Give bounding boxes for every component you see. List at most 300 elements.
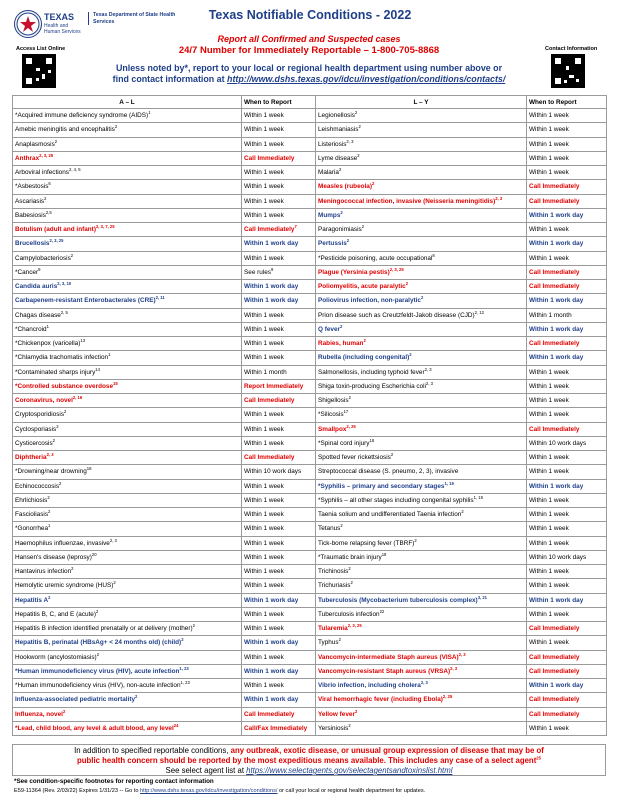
table-row (13, 180, 607, 194)
when-left-text: Within 1 week (244, 482, 284, 490)
when-left-text: Within 1 week (244, 254, 284, 262)
when-left (242, 351, 316, 365)
condition-right-text: Yersiniosis (318, 724, 349, 732)
footnote-ref: 2 (420, 295, 424, 301)
condition-right (316, 436, 527, 450)
footnote-ref: 2, 3, 25 (49, 238, 64, 244)
when-right (527, 109, 607, 123)
condition-right (316, 465, 527, 479)
table-row (13, 650, 607, 664)
condition-right (316, 522, 527, 536)
col-a-l: A – L (13, 96, 242, 109)
condition-left-text: Amebic meningitis and encephalitis (15, 126, 115, 134)
footnote-ref: 2 (338, 637, 341, 643)
when-right (527, 180, 607, 194)
when-left (242, 721, 316, 735)
footnote-ref: 2 (340, 209, 343, 215)
condition-right (316, 408, 527, 422)
footnote-ref: 2, 3 (424, 366, 432, 372)
notice-line-1b: any outbreak, exotic disease, or unusual group expression of disease that may be of (230, 746, 544, 755)
when-left (242, 650, 316, 664)
when-left (242, 408, 316, 422)
when-right-text: Within 1 week (529, 525, 569, 533)
when-right (527, 679, 607, 693)
conditions-table-body (13, 109, 607, 736)
condition-right (316, 251, 527, 265)
hotline-line: 24/7 Number for Immediately Reportable – 1-800-705-8868 (178, 45, 440, 56)
when-left (242, 707, 316, 721)
contact-qr-icon[interactable] (551, 54, 585, 88)
when-right-text: Within 1 week (529, 169, 569, 177)
when-left (242, 151, 316, 165)
when-left-text: Report Immediately (244, 382, 304, 390)
condition-left (13, 265, 242, 279)
condition-right (316, 707, 527, 721)
condition-left-text: Cyclosporiasis (15, 425, 57, 433)
when-left-text: Within 1 week (244, 126, 284, 134)
when-right (527, 251, 607, 265)
table-header-row (13, 96, 607, 109)
select-agents-link[interactable]: https://www.selectagents.gov/selectagentsandtoxinslist.html (246, 766, 453, 775)
condition-left (13, 479, 242, 493)
condition-left (13, 237, 242, 251)
condition-left-text: Hantavirus infection (15, 568, 72, 576)
when-right (527, 451, 607, 465)
footnote-ref: 2 (340, 523, 343, 529)
footnote-ref: 1 (48, 523, 51, 529)
condition-left (13, 408, 242, 422)
condition-left (13, 251, 242, 265)
footnote-ref: 2, 3 (46, 452, 54, 457)
footnote-ref: 18 (86, 466, 92, 472)
footnote-ref: 2, 12 (474, 309, 484, 315)
org-name: TEXAS (44, 12, 75, 22)
when-right-text: Within 1 week (529, 582, 569, 590)
when-left (242, 337, 316, 351)
when-left-text: Within 1 week (244, 496, 284, 504)
when-left (242, 308, 316, 322)
col-l-y: L – Y (316, 96, 527, 109)
when-left-text: Within 1 week (244, 568, 284, 576)
condition-left (13, 579, 242, 593)
when-right (527, 394, 607, 408)
when-right-text: Call Immediately (529, 425, 580, 433)
condition-right (316, 208, 527, 222)
condition-right-text: Listeriosis (318, 140, 347, 148)
table-row (13, 479, 607, 493)
when-right (527, 237, 607, 251)
when-left (242, 536, 316, 550)
condition-right (316, 579, 527, 593)
when-left (242, 664, 316, 678)
contacts-link[interactable]: http://www.dshs.texas.gov/idcu/investigation/conditions/contacts/ (227, 74, 506, 84)
condition-right-text: *Traumatic brain injury (318, 553, 382, 561)
when-right (527, 166, 607, 180)
footnote-ref: 2, 3, 25 (39, 152, 54, 158)
footnote-ref: 2 (114, 124, 118, 130)
when-right-text: Within 1 work day (529, 325, 584, 333)
footnote-ref: 2 (54, 138, 58, 144)
when-right-text: Within 1 work day (529, 211, 584, 219)
condition-right (316, 479, 527, 493)
when-right-text: Call Immediately (529, 283, 580, 291)
footnote-ref: 1 (148, 110, 151, 115)
when-left (242, 322, 316, 336)
when-right (527, 337, 607, 351)
condition-left (13, 707, 242, 721)
condition-left (13, 422, 242, 436)
when-left-text: Within 1 week (244, 197, 284, 205)
when-right-text: Within 1 week (529, 454, 569, 462)
when-left-text: Within 1 week (244, 525, 284, 533)
condition-left-text: Chagas disease (15, 311, 61, 319)
footnote-ref: 2 (52, 437, 55, 443)
footnote-ref: 1 (108, 352, 111, 358)
when-right-text: Call Immediately (529, 340, 580, 348)
condition-left-text: *Human immunodeficiency virus (HIV), non-acute infection (15, 682, 181, 690)
footnote-ref: 15 (113, 380, 118, 386)
notice-line-1a: In addition to specified reportable conditions, (74, 746, 231, 755)
table-row (13, 365, 607, 379)
condition-right-text: Yellow fever (318, 710, 355, 718)
when-right (527, 693, 607, 707)
condition-right (316, 664, 527, 678)
when-left-text: Within 1 week (244, 511, 284, 519)
table-row (13, 308, 607, 322)
when-right-text: Within 1 work day (529, 482, 584, 490)
footnote-ref: 2 (390, 452, 394, 457)
when-left (242, 109, 316, 123)
footnote-ref: 20 (91, 551, 97, 557)
when-left (242, 166, 316, 180)
condition-right-text: Legionellosis (318, 112, 355, 120)
table-row (13, 337, 607, 351)
when-right-text: Within 1 month (529, 311, 572, 319)
condition-right-text: *Pesticide poisoning, acute occupational (318, 254, 433, 262)
conditions-link[interactable]: http://www.dshs.texas.gov/idcu/investigation/conditions/ (140, 788, 278, 794)
footnote-ref: 2,5 (45, 209, 52, 215)
condition-left (13, 294, 242, 308)
notice-line-3: See select agent list at (165, 766, 247, 775)
footnote-ref: 2 (354, 708, 358, 714)
footnote-ref: 2 (354, 110, 358, 115)
condition-right-text: Lyme disease (318, 154, 358, 162)
when-right (527, 151, 607, 165)
condition-left (13, 365, 242, 379)
condition-right (316, 550, 527, 564)
access-qr-icon[interactable] (22, 54, 56, 88)
condition-left-text: Influenza, novel (15, 710, 63, 718)
when-left (242, 294, 316, 308)
footnote-ref: 17 (343, 409, 349, 415)
condition-left-text: Haemophilus influenzae, invasive (15, 539, 110, 547)
condition-right-text: Tuberculosis infection (318, 610, 380, 618)
footnote-ref: 1, 19 (473, 494, 483, 500)
when-left-text: Call Immediately (244, 710, 295, 718)
condition-left-text: Diphtheria (15, 454, 47, 462)
when-right-text: Within 1 week (529, 382, 569, 390)
condition-left-text: *Controlled substance overdose (15, 382, 114, 390)
table-row (13, 194, 607, 208)
condition-left (13, 194, 242, 208)
table-row (13, 522, 607, 536)
footnote-ref: 2 (135, 694, 138, 700)
table-row (13, 465, 607, 479)
condition-left (13, 721, 242, 735)
condition-left-text: Fascioliasis (15, 511, 49, 519)
when-right-text: Within 1 work day (529, 240, 584, 248)
when-right (527, 522, 607, 536)
when-right-text: Within 1 week (529, 254, 569, 262)
footnote-ref: 2, 3, 7, 25 (95, 224, 115, 229)
table-row (13, 208, 607, 222)
condition-left-text: Hepatitis B, perinatal (HBsAg+ < 24 months old) (child) (15, 639, 182, 647)
condition-left-text: *Human immunodeficiency virus (HIV), acute infection (15, 667, 180, 675)
condition-left-text: Cysticercosis (15, 439, 53, 447)
table-row (13, 622, 607, 636)
when-left (242, 137, 316, 151)
condition-left-text: Brucellosis (15, 240, 50, 248)
condition-left-text: Carbapenem-resistant Enterobacterales (CRE) (15, 297, 156, 305)
condition-right-text: Salmonellosis, including typhoid fever (318, 368, 425, 376)
condition-right-text: Tick-borne relapsing fever (TBRF) (318, 539, 415, 547)
condition-left (13, 522, 242, 536)
when-right (527, 322, 607, 336)
condition-right-text: *Syphilis – all other stages including congenital syphilis (318, 496, 474, 504)
when-left-text: Within 1 week (244, 354, 284, 362)
condition-right-text: Q fever (318, 325, 341, 333)
when-left (242, 565, 316, 579)
when-left (242, 365, 316, 379)
footnote-ref: 2 (181, 637, 184, 643)
table-row (13, 565, 607, 579)
when-right-text: Within 10 work days (529, 439, 587, 447)
condition-right-text: Tetanus (318, 525, 341, 533)
when-left (242, 237, 316, 251)
condition-left (13, 208, 242, 222)
when-right-text: Call Immediately (529, 625, 580, 633)
condition-left-text: Hookworm (ancylostomiasis) (15, 653, 97, 661)
condition-left (13, 607, 242, 621)
when-right-text: Call Immediately (529, 653, 580, 661)
footnote-ref: 2 (59, 480, 62, 486)
footnote-ref: 7 (294, 224, 297, 229)
condition-right-text: Measles (rubeola) (318, 183, 372, 191)
when-right (527, 508, 607, 522)
condition-right (316, 151, 527, 165)
when-right-text: Within 1 week (529, 368, 569, 376)
when-right (527, 351, 607, 365)
when-right-text: Within 1 work day (529, 354, 584, 362)
when-right (527, 137, 607, 151)
when-right-text: Within 1 week (529, 610, 569, 618)
when-right-text: Within 1 week (529, 496, 569, 504)
footnote-ref: 2, 3, 25 (347, 623, 362, 628)
when-left (242, 180, 316, 194)
when-left (242, 593, 316, 607)
condition-left-text: Cryptosporidiosis (15, 411, 65, 419)
when-right-text: Within 1 week (529, 112, 569, 120)
access-label: Access List Online (16, 46, 66, 52)
table-row (13, 294, 607, 308)
when-right (527, 636, 607, 650)
when-right-text: Call Immediately (529, 183, 580, 191)
table-row (13, 280, 607, 294)
when-right (527, 536, 607, 550)
when-right (527, 565, 607, 579)
when-right-text: Within 1 work day (529, 297, 584, 305)
condition-right (316, 109, 527, 123)
condition-right-text: Tularemia (318, 625, 348, 633)
col-when-left: When to Report (242, 96, 316, 109)
table-row (13, 166, 607, 180)
when-right (527, 308, 607, 322)
when-right (527, 465, 607, 479)
condition-right-text: Tuberculosis (Mycobacterium tuberculosis complex) (318, 596, 478, 604)
condition-left (13, 693, 242, 707)
when-right (527, 550, 607, 564)
condition-right (316, 223, 527, 237)
condition-right-text: Shigellosis (318, 397, 349, 405)
when-left (242, 422, 316, 436)
when-left-text: Within 1 week (244, 610, 284, 618)
condition-left (13, 137, 242, 151)
table-row (13, 436, 607, 450)
condition-right-text: Trichuriasis (318, 582, 351, 590)
table-row (13, 536, 607, 550)
when-right (527, 436, 607, 450)
condition-left (13, 508, 242, 522)
condition-right (316, 607, 527, 621)
table-row (13, 550, 607, 564)
condition-right-text: Shiga toxin-producing Escherichia coli (318, 382, 426, 390)
condition-left (13, 593, 242, 607)
when-right-text: Within 10 work days (529, 553, 587, 561)
when-left (242, 394, 316, 408)
when-left-text: Within 1 week (244, 211, 284, 219)
footnote-ref: 2 (47, 494, 50, 500)
when-right-text: Within 1 work day (529, 682, 584, 690)
when-right (527, 280, 607, 294)
footnote-ref: 22 (379, 608, 385, 614)
condition-left-text: Hepatitis B, C, and E (acute) (15, 610, 96, 618)
footnote-ref: 2 (414, 537, 417, 543)
when-left (242, 451, 316, 465)
condition-right (316, 294, 527, 308)
when-left-text: Within 1 week (244, 425, 284, 433)
when-right (527, 721, 607, 735)
condition-left-text: Ehrlichiosis (15, 496, 48, 504)
footnote-ref: 2 (48, 594, 51, 600)
when-right-text: Call Immediately (529, 197, 580, 205)
footnote-ref: 2, 3, 25 (389, 266, 404, 272)
table-row (13, 151, 607, 165)
when-left (242, 123, 316, 137)
table-row (13, 607, 607, 621)
condition-right-text: Typhus (318, 639, 339, 647)
footnote-ref: 2, 4, 5 (69, 167, 81, 172)
when-left-text: Call Immediately (244, 226, 295, 234)
condition-right-text: Viral hemorrhagic fever (including Ebola) (318, 696, 443, 704)
condition-left (13, 322, 242, 336)
condition-left-text: *Chlamydia trachomatis infection (15, 354, 109, 362)
table-row (13, 679, 607, 693)
table-row (13, 351, 607, 365)
condition-right-text: Taenia solium and undifferentiated Taenia infection (318, 511, 462, 519)
when-right (527, 365, 607, 379)
footnote-ref: 2 (71, 566, 74, 571)
table-row (13, 693, 607, 707)
footnote-ref: 2, 3 (109, 537, 117, 543)
contact-label: Contact Information (545, 46, 598, 52)
when-left-text: Within 1 week (244, 112, 284, 120)
condition-right (316, 337, 527, 351)
footnote-ref: 2, 3 (426, 380, 433, 386)
condition-left (13, 550, 242, 564)
condition-left (13, 394, 242, 408)
when-right (527, 650, 607, 664)
footnote-ref: 2 (96, 651, 100, 657)
condition-right-text: Vibrio infection, including cholera (318, 682, 421, 690)
when-left-text: Within 1 week (244, 653, 284, 661)
condition-left-text: *Chancroid (15, 325, 47, 333)
notice-footnote: 25 (536, 755, 541, 761)
when-right-text: Within 1 week (529, 568, 569, 576)
when-left (242, 194, 316, 208)
when-right-text: Within 1 week (529, 539, 569, 547)
when-right-text: Within 1 week (529, 511, 569, 519)
footnote-ref: 2, 3 (495, 195, 503, 201)
condition-right-text: Paragonimiasis (318, 226, 362, 234)
condition-right-text: Vancomycin-resistant Staph aureus (VRSA) (318, 667, 451, 675)
condition-right (316, 721, 527, 735)
condition-left-text: Babesiosis (15, 211, 46, 219)
table-row (13, 223, 607, 237)
when-left-text: Within 1 week (244, 183, 284, 191)
when-right-text: Within 1 week (529, 397, 569, 405)
document-id-suffix: or call your local or regional health department for updates. (277, 788, 426, 794)
when-left (242, 223, 316, 237)
when-left-text: Within 1 week (244, 539, 284, 547)
condition-right (316, 650, 527, 664)
when-right-text: Within 1 week (529, 140, 569, 148)
when-left-text: Within 1 week (244, 439, 284, 447)
footnote-ref: 1, 19 (444, 480, 454, 486)
when-right-text: Call Immediately (529, 667, 580, 675)
unless-line-1: Unless noted by*, report to your local or regional health department using number above or (115, 63, 503, 73)
footnote-ref: 2, 3 (458, 651, 466, 657)
when-right (527, 379, 607, 393)
org-subname: Health and Human Services (44, 23, 81, 35)
when-left-text: Call Immediately (244, 454, 295, 462)
when-right-text: Within 1 week (529, 724, 569, 732)
condition-left (13, 650, 242, 664)
when-left (242, 493, 316, 507)
table-row (13, 123, 607, 137)
when-right (527, 123, 607, 137)
condition-right (316, 351, 527, 365)
when-left-text: Within 1 week (244, 325, 284, 333)
table-row (13, 508, 607, 522)
when-left-text: Within 1 week (244, 682, 284, 690)
notice-line-2: public health concern should be reported by the most expeditious means available. This includes any case of a select agent (77, 756, 537, 765)
table-row (13, 493, 607, 507)
condition-left-text: *Drowning/near drowning (15, 468, 87, 476)
condition-right-text: Spotted fever rickettsiosis (318, 454, 391, 462)
condition-left (13, 123, 242, 137)
col-when-right: When to Report (527, 96, 607, 109)
when-left (242, 479, 316, 493)
